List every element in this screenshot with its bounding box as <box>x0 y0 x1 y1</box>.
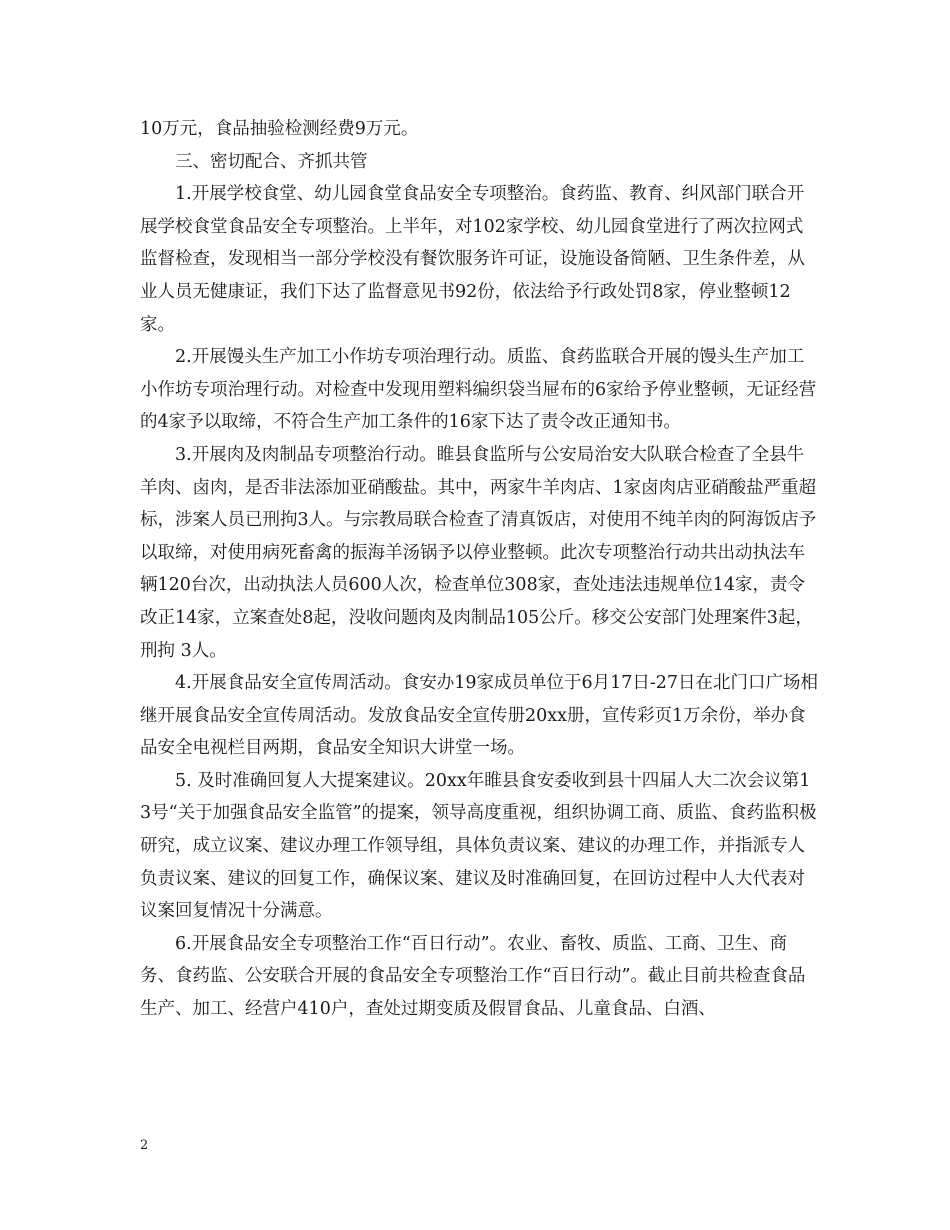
section-heading: 三、密切配合、齐抓共管 <box>175 151 368 172</box>
paragraph-1: 10万元，食品抽验检测经费9万元。 <box>140 119 419 139</box>
paragraph-item-3: 3.开展肉及肉制品专项整治行动。睢县食监所与公安局治安大队联合检查了全县牛羊肉、卤肉，是否非法添加亚硝酸盐。其中，两家牛羊肉店、1家卤肉店亚硝酸盐严重超标，涉案人员已刑拘3人。与宗教局联合检查了清真饭店，对使用不纯羊肉的阿海饭店予以取缔，对使用病死畜禽的振海羊汤锅予以停业整顿。此次专项整治行动共出动执法车辆120台次，出动执法人员600人次，检查单位308家，查处违法违规单位14家，责令改正14家，立案查处8起，没收问题肉及肉制品105公斤。移交公安部门处理案件3起，刑拘 3人。 <box>140 444 817 661</box>
paragraph-item-5: 5. 及时准确回复人大提案建议。20xx年睢县食安委收到县十四届人大二次会议第13号“关于加强食品安全监管”的提案，领导高度重视，组织协调工商、质监、食药监积极研究，成立议案、建议办理工作领导组，具体负责议案、建议的办理工作，并指派专人负责议案、建议的回复工作，确保议案、建议及时准确回复，在回访过程中人大代表对议案回复情况十分满意。 <box>140 770 817 922</box>
body-text <box>140 113 820 1026</box>
paragraph-item-6: 6.开展食品安全专项整治工作“百日行动”。农业、畜牧、质监、工商、卫生、商务、食药监、公安联合开展的食品安全专项整治工作“百日行动”。截止目前共检查食品生产、加工、经营户410户，查处过期变质及假冒食品、儿童食品、白酒、 <box>140 933 806 1020</box>
page-number: 2 <box>140 1138 149 1153</box>
paragraph-item-2: 2.开展馒头生产加工小作坊专项治理行动。质监、食药监联合开展的馒头生产加工小作坊专项治理行动。对检查中发现用塑料编织袋当屉布的6家给予停业整顿，无证经营的4家予以取缔，不符合生产加工条件的16家下达了责令改正通知书。 <box>140 347 817 433</box>
paragraph-item-1: 1.开展学校食堂、幼儿园食堂食品安全专项整治。食药监、教育、纠风部门联合开展学校食堂食品安全专项整治。上半年，对102家学校、幼儿园食堂进行了两次拉网式监督检查，发现相当一部分学校没有餐饮服务许可证，设施设备简陋、卫生条件差，从业人员无健康证，我们下达了监督意见书92份，依法给予行政处罚8家，停业整顿12家。 <box>140 184 805 335</box>
paragraph-item-4: 4.开展食品安全宣传周活动。食安办19家成员单位于6月17日-27日在北门口广场相继开展食品安全宣传周活动。发放食品安全宣传册20xx册，宣传彩页1万余份，举办食品安全电视栏目两期，食品安全知识大讲堂一场。 <box>140 673 819 759</box>
